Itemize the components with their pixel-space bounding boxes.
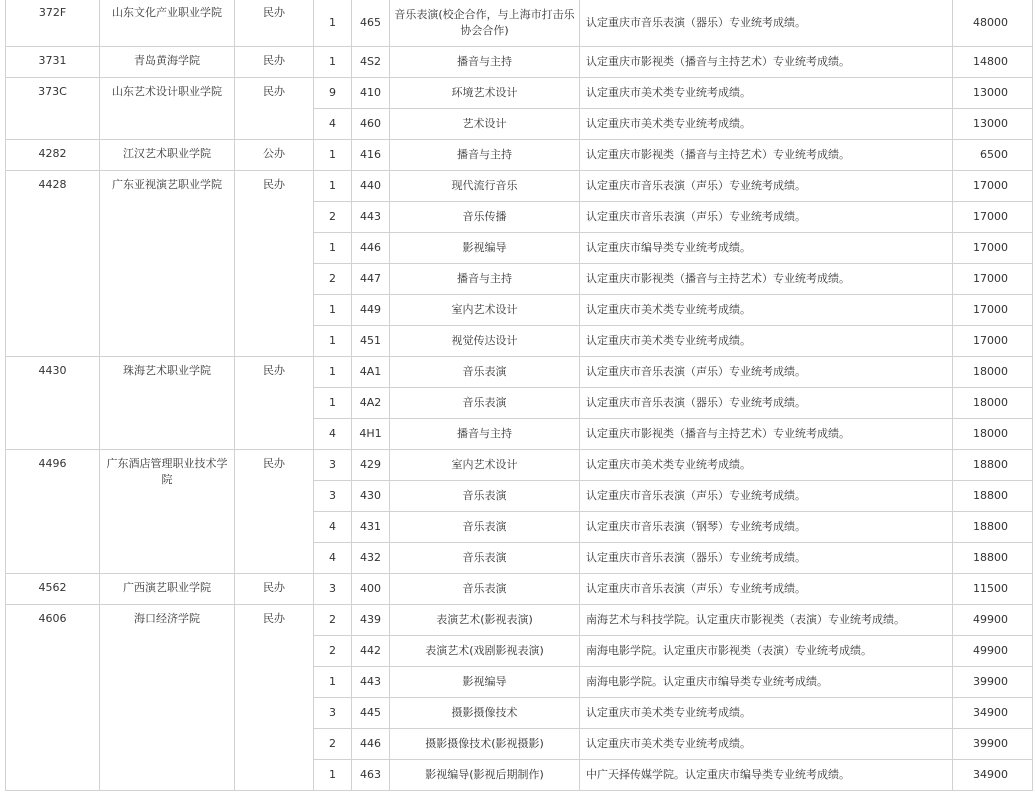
major-note: 南海电影学院。认定重庆市编导类专业统考成绩。 xyxy=(580,667,953,698)
plan-count: 1 xyxy=(314,140,352,171)
major-note: 南海电影学院。认定重庆市影视类（表演）专业统考成绩。 xyxy=(580,636,953,667)
major-note: 认定重庆市美术类专业统考成绩。 xyxy=(580,78,953,109)
major-note: 认定重庆市音乐表演（声乐）专业统考成绩。 xyxy=(580,574,953,605)
school-code: 4496 xyxy=(6,450,100,574)
major-note: 认定重庆市音乐表演（声乐）专业统考成绩。 xyxy=(580,171,953,202)
major-code: 451 xyxy=(352,326,390,357)
school-type: 民办 xyxy=(235,450,314,574)
plan-count: 1 xyxy=(314,326,352,357)
school-type: 民办 xyxy=(235,0,314,47)
tuition-fee: 48000 xyxy=(953,0,1033,47)
school-name: 广西演艺职业学院 xyxy=(100,574,235,605)
plan-count: 1 xyxy=(314,0,352,47)
major-code: 4S2 xyxy=(352,47,390,78)
major-code: 4A1 xyxy=(352,357,390,388)
major-note: 认定重庆市影视类（播音与主持艺术）专业统考成绩。 xyxy=(580,47,953,78)
plan-count: 1 xyxy=(314,388,352,419)
school-name: 珠海艺术职业学院 xyxy=(100,357,235,450)
tuition-fee: 17000 xyxy=(953,326,1033,357)
school-type: 民办 xyxy=(235,78,314,140)
plan-count: 1 xyxy=(314,667,352,698)
major-name: 播音与主持 xyxy=(390,264,580,295)
major-code: 410 xyxy=(352,78,390,109)
tuition-fee: 49900 xyxy=(953,636,1033,667)
major-code: 447 xyxy=(352,264,390,295)
tuition-fee: 17000 xyxy=(953,295,1033,326)
table-row xyxy=(6,47,1033,78)
plan-count: 1 xyxy=(314,171,352,202)
major-note: 认定重庆市音乐表演（器乐）专业统考成绩。 xyxy=(580,0,953,47)
school-type: 公办 xyxy=(235,140,314,171)
major-code: 4H1 xyxy=(352,419,390,450)
table-row xyxy=(6,78,1033,109)
plan-count: 1 xyxy=(314,760,352,791)
plan-count: 1 xyxy=(314,295,352,326)
major-code: 430 xyxy=(352,481,390,512)
major-name: 音乐表演 xyxy=(390,512,580,543)
table-row xyxy=(6,450,1033,481)
plan-count: 2 xyxy=(314,202,352,233)
major-note: 认定重庆市音乐表演（钢琴）专业统考成绩。 xyxy=(580,512,953,543)
major-note: 认定重庆市影视类（播音与主持艺术）专业统考成绩。 xyxy=(580,264,953,295)
major-name: 摄影摄像技术(影视摄影) xyxy=(390,729,580,760)
school-name: 山东文化产业职业学院 xyxy=(100,0,235,47)
school-type: 民办 xyxy=(235,574,314,605)
tuition-fee: 18000 xyxy=(953,357,1033,388)
tuition-fee: 17000 xyxy=(953,202,1033,233)
major-name: 环境艺术设计 xyxy=(390,78,580,109)
major-code: 443 xyxy=(352,667,390,698)
school-code: 4606 xyxy=(6,605,100,791)
major-name: 音乐表演 xyxy=(390,357,580,388)
major-code: 439 xyxy=(352,605,390,636)
plan-count: 2 xyxy=(314,605,352,636)
school-name: 山东艺术设计职业学院 xyxy=(100,78,235,140)
major-code: 431 xyxy=(352,512,390,543)
tuition-fee: 18800 xyxy=(953,512,1033,543)
major-code: 463 xyxy=(352,760,390,791)
major-code: 4A2 xyxy=(352,388,390,419)
major-name: 音乐表演(校企合作，与上海市打击乐协会合作) xyxy=(390,0,580,47)
major-name: 现代流行音乐 xyxy=(390,171,580,202)
major-note: 认定重庆市音乐表演（声乐）专业统考成绩。 xyxy=(580,202,953,233)
major-name: 播音与主持 xyxy=(390,140,580,171)
tuition-fee: 34900 xyxy=(953,698,1033,729)
school-type: 民办 xyxy=(235,47,314,78)
school-code: 372F xyxy=(6,0,100,47)
school-name: 广东亚视演艺职业学院 xyxy=(100,171,235,357)
table-row xyxy=(6,605,1033,636)
major-code: 465 xyxy=(352,0,390,47)
plan-count: 4 xyxy=(314,419,352,450)
major-code: 429 xyxy=(352,450,390,481)
major-note: 南海艺术与科技学院。认定重庆市影视类（表演）专业统考成绩。 xyxy=(580,605,953,636)
tuition-fee: 14800 xyxy=(953,47,1033,78)
tuition-fee: 11500 xyxy=(953,574,1033,605)
school-type: 民办 xyxy=(235,605,314,791)
major-code: 442 xyxy=(352,636,390,667)
plan-count: 4 xyxy=(314,512,352,543)
tuition-fee: 13000 xyxy=(953,109,1033,140)
school-name: 广东酒店管理职业技术学院 xyxy=(100,450,235,574)
major-code: 400 xyxy=(352,574,390,605)
tuition-fee: 13000 xyxy=(953,78,1033,109)
plan-count: 3 xyxy=(314,450,352,481)
major-code: 432 xyxy=(352,543,390,574)
plan-count: 1 xyxy=(314,357,352,388)
table-row xyxy=(6,357,1033,388)
tuition-fee: 18800 xyxy=(953,543,1033,574)
major-name: 音乐表演 xyxy=(390,388,580,419)
school-code: 373C xyxy=(6,78,100,140)
school-code: 4430 xyxy=(6,357,100,450)
major-note: 认定重庆市音乐表演（器乐）专业统考成绩。 xyxy=(580,543,953,574)
major-note: 认定重庆市编导类专业统考成绩。 xyxy=(580,233,953,264)
major-name: 音乐表演 xyxy=(390,574,580,605)
tuition-fee: 17000 xyxy=(953,171,1033,202)
tuition-fee: 18800 xyxy=(953,450,1033,481)
major-name: 艺术设计 xyxy=(390,109,580,140)
plan-count: 3 xyxy=(314,574,352,605)
table-row xyxy=(6,574,1033,605)
major-name: 影视编导 xyxy=(390,667,580,698)
plan-count: 1 xyxy=(314,47,352,78)
table-row xyxy=(6,0,1033,47)
tuition-fee: 18000 xyxy=(953,419,1033,450)
tuition-fee: 39900 xyxy=(953,667,1033,698)
plan-count: 9 xyxy=(314,78,352,109)
major-name: 影视编导(影视后期制作) xyxy=(390,760,580,791)
plan-count: 3 xyxy=(314,698,352,729)
major-note: 中广天择传媒学院。认定重庆市编导类专业统考成绩。 xyxy=(580,760,953,791)
tuition-fee: 18800 xyxy=(953,481,1033,512)
major-name: 音乐表演 xyxy=(390,481,580,512)
school-type: 民办 xyxy=(235,357,314,450)
major-note: 认定重庆市美术类专业统考成绩。 xyxy=(580,450,953,481)
school-code: 4562 xyxy=(6,574,100,605)
major-code: 449 xyxy=(352,295,390,326)
tuition-fee: 18000 xyxy=(953,388,1033,419)
table-row xyxy=(6,140,1033,171)
admission-plan-table xyxy=(5,0,1033,791)
major-name: 室内艺术设计 xyxy=(390,295,580,326)
major-note: 认定重庆市美术类专业统考成绩。 xyxy=(580,326,953,357)
school-code: 3731 xyxy=(6,47,100,78)
major-name: 表演艺术(戏剧影视表演) xyxy=(390,636,580,667)
plan-count: 1 xyxy=(314,233,352,264)
tuition-fee: 34900 xyxy=(953,760,1033,791)
school-code: 4428 xyxy=(6,171,100,357)
school-name: 海口经济学院 xyxy=(100,605,235,791)
major-note: 认定重庆市音乐表演（声乐）专业统考成绩。 xyxy=(580,481,953,512)
plan-count: 3 xyxy=(314,481,352,512)
tuition-fee: 6500 xyxy=(953,140,1033,171)
plan-count: 2 xyxy=(314,264,352,295)
major-note: 认定重庆市美术类专业统考成绩。 xyxy=(580,295,953,326)
major-note: 认定重庆市音乐表演（器乐）专业统考成绩。 xyxy=(580,388,953,419)
table-row xyxy=(6,171,1033,202)
major-code: 460 xyxy=(352,109,390,140)
plan-count: 4 xyxy=(314,543,352,574)
major-name: 播音与主持 xyxy=(390,47,580,78)
major-name: 影视编导 xyxy=(390,233,580,264)
major-code: 440 xyxy=(352,171,390,202)
major-code: 443 xyxy=(352,202,390,233)
plan-count: 2 xyxy=(314,729,352,760)
tuition-fee: 39900 xyxy=(953,729,1033,760)
major-note: 认定重庆市美术类专业统考成绩。 xyxy=(580,698,953,729)
major-note: 认定重庆市美术类专业统考成绩。 xyxy=(580,109,953,140)
plan-count: 4 xyxy=(314,109,352,140)
major-name: 表演艺术(影视表演) xyxy=(390,605,580,636)
tuition-fee: 49900 xyxy=(953,605,1033,636)
major-note: 认定重庆市音乐表演（声乐）专业统考成绩。 xyxy=(580,357,953,388)
major-name: 摄影摄像技术 xyxy=(390,698,580,729)
major-name: 音乐表演 xyxy=(390,543,580,574)
school-name: 青岛黄海学院 xyxy=(100,47,235,78)
table-body xyxy=(6,0,1033,791)
school-type: 民办 xyxy=(235,171,314,357)
major-note: 认定重庆市美术类专业统考成绩。 xyxy=(580,729,953,760)
major-note: 认定重庆市影视类（播音与主持艺术）专业统考成绩。 xyxy=(580,419,953,450)
major-code: 446 xyxy=(352,233,390,264)
major-name: 播音与主持 xyxy=(390,419,580,450)
school-name: 江汉艺术职业学院 xyxy=(100,140,235,171)
tuition-fee: 17000 xyxy=(953,233,1033,264)
school-code: 4282 xyxy=(6,140,100,171)
major-name: 音乐传播 xyxy=(390,202,580,233)
major-code: 416 xyxy=(352,140,390,171)
major-code: 445 xyxy=(352,698,390,729)
major-note: 认定重庆市影视类（播音与主持艺术）专业统考成绩。 xyxy=(580,140,953,171)
tuition-fee: 17000 xyxy=(953,264,1033,295)
major-name: 视觉传达设计 xyxy=(390,326,580,357)
major-name: 室内艺术设计 xyxy=(390,450,580,481)
major-code: 446 xyxy=(352,729,390,760)
plan-count: 2 xyxy=(314,636,352,667)
